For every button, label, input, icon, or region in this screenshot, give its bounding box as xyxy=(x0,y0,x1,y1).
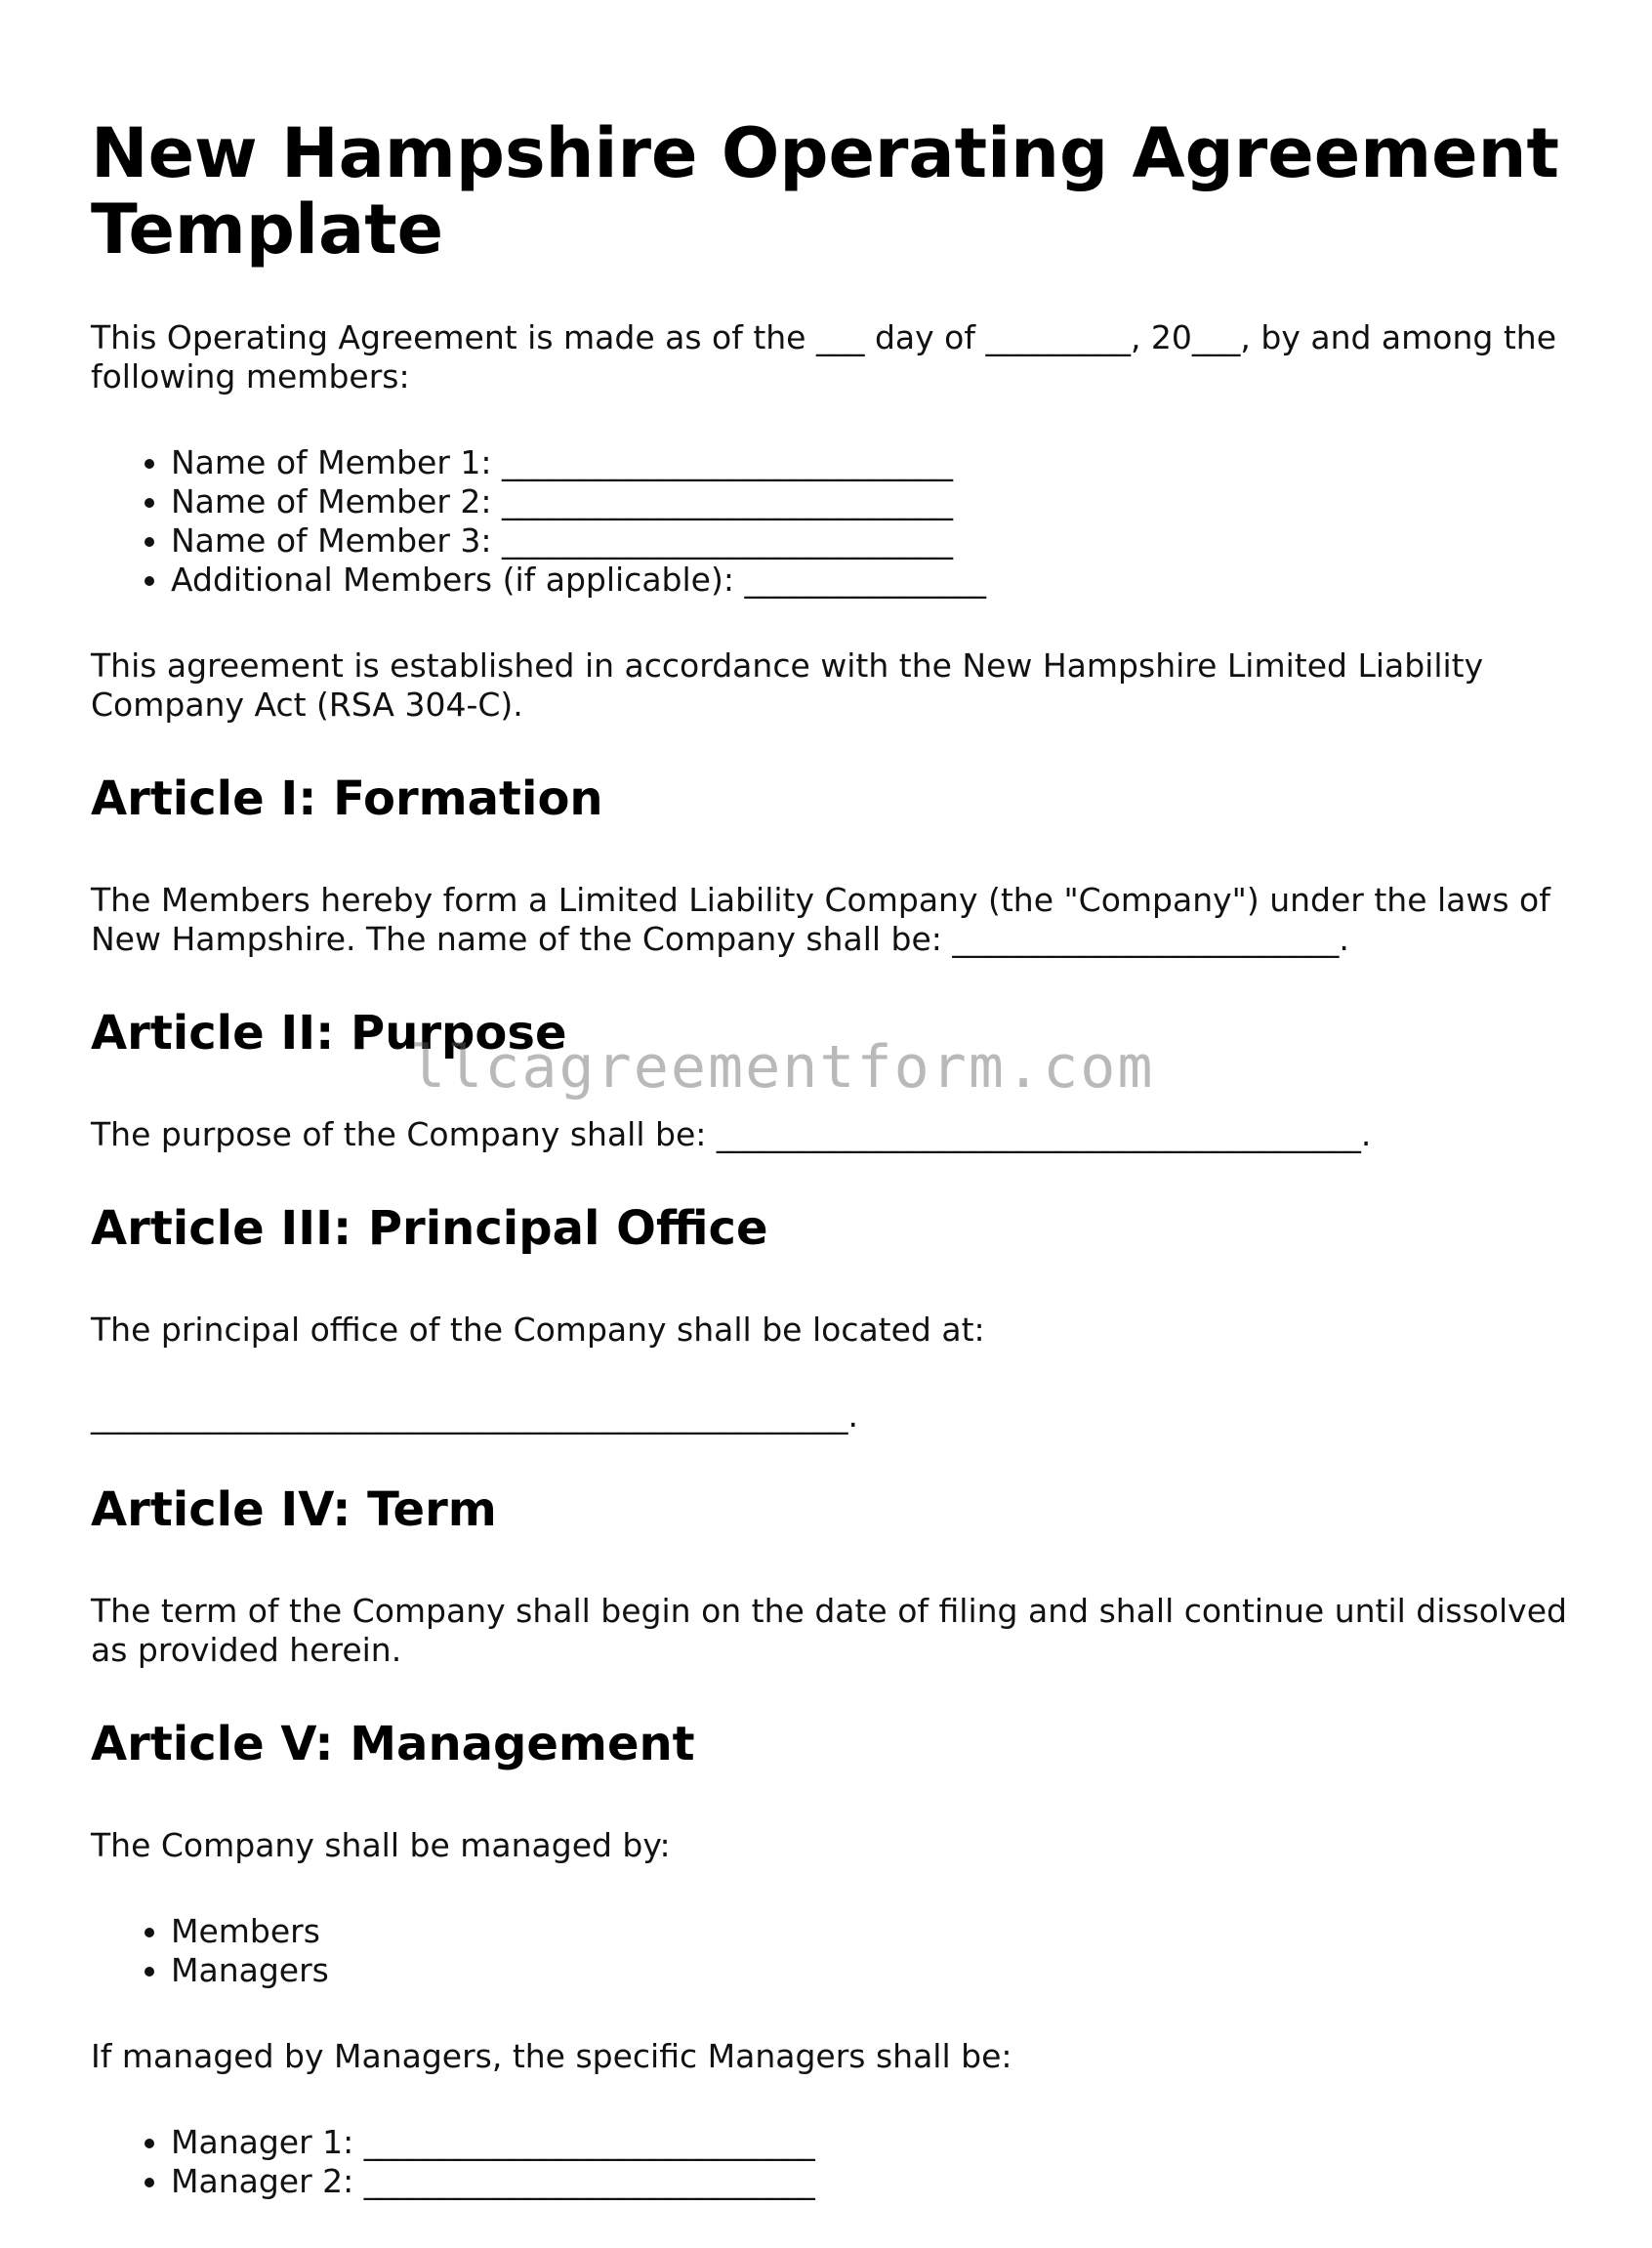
article-5-heading: Article V: Management xyxy=(91,1717,695,1771)
document-page xyxy=(91,115,1575,2248)
article-1-text: The Members hereby form a Limited Liability Company (the "Company") under the laws of New Hampshire. The name of the Company shall be: ________________________. xyxy=(91,881,1550,958)
members-list xyxy=(91,443,1575,600)
list-item: • Manager 1: ____________________________ xyxy=(171,2123,1575,2162)
article-3-heading: Article III: Principal Office xyxy=(91,1201,768,1256)
watermark: llcagreementform.com xyxy=(410,1033,1155,1102)
list-item: • Manager 2: ____________________________ xyxy=(171,2162,1575,2201)
article-5-text: The Company shall be managed by: xyxy=(91,1826,671,1864)
article-2-text: The purpose of the Company shall be: ________________________________________. xyxy=(91,1115,1372,1153)
list-item: • Name of Member 3: ____________________________ xyxy=(171,521,1575,561)
document-title: New Hampshire Operating Agreement Template xyxy=(91,113,1559,270)
statute-paragraph: This agreement is established in accordance with the New Hampshire Limited Liability Company Act (RSA 304-C). xyxy=(91,646,1484,724)
article-1-heading: Article I: Formation xyxy=(91,771,603,826)
list-item: • Name of Member 1: ____________________________ xyxy=(171,443,1575,482)
managers-list xyxy=(91,2123,1575,2201)
intro-paragraph: This Operating Agreement is made as of the ___ day of _________, 20___, by and among the following members: xyxy=(91,318,1557,395)
list-item: • Managers xyxy=(171,1951,1575,1990)
list-item: • Name of Member 2: ____________________________ xyxy=(171,482,1575,521)
article-3-text: The principal office of the Company shall be located at: xyxy=(91,1311,985,1349)
list-item: • Members xyxy=(171,1912,1575,1951)
article-2-heading: Article II: Purpose xyxy=(91,1006,567,1061)
management-options-list xyxy=(91,1912,1575,1990)
article-4-heading: Article IV: Term xyxy=(91,1482,497,1537)
article-4-text: The term of the Company shall begin on the date of filing and shall continue until dissolved as provided herein. xyxy=(91,1592,1567,1669)
article-3-address-line: _______________________________________________. xyxy=(91,1396,858,1435)
managers-intro: If managed by Managers, the specific Managers shall be: xyxy=(91,2037,1012,2075)
list-item: • Additional Members (if applicable): _______________ xyxy=(171,561,1575,600)
